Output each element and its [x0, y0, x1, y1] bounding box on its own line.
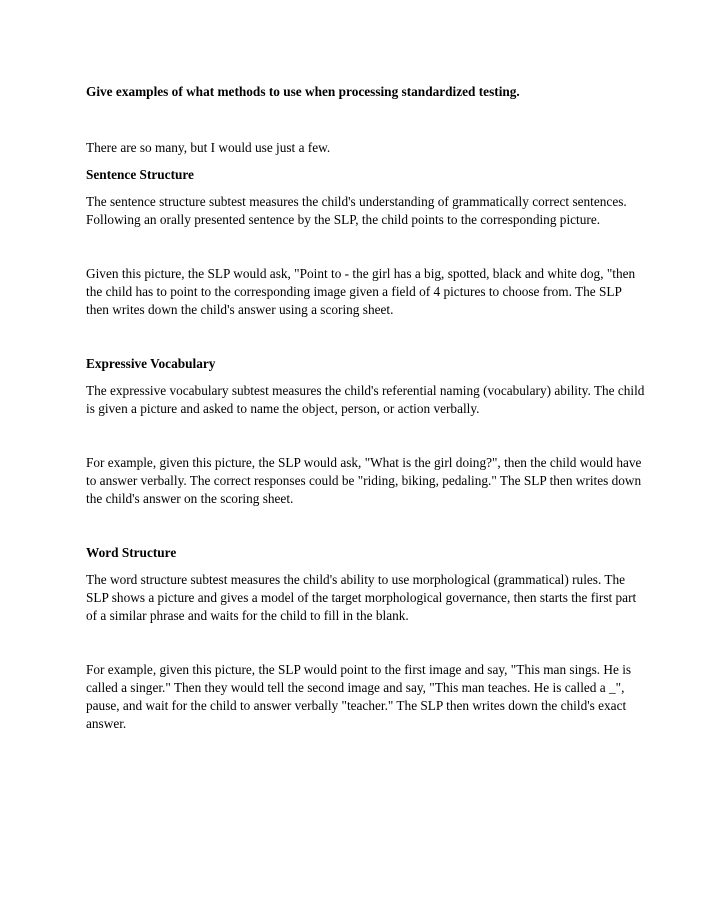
document-page: [86, 83, 646, 733]
section-example-expressive-vocabulary: For example, given this picture, the SLP would ask, "What is the girl doing?", then the child would have to answer verbally. The correct responses could be "riding, biking, pedaling." The SLP then writes down the child's answer on the scoring sheet.: [86, 455, 642, 506]
section-description-word-structure: The word structure subtest measures the child's ability to use morphological (grammatical) rules. The SLP shows a picture and gives a model of the target morphological governance, then starts the first part of a similar phrase and waits for the child to fill in the blank.: [86, 572, 637, 623]
section-example-sentence-structure: Given this picture, the SLP would ask, "Point to - the girl has a big, spotted, black and white dog, "then the child has to point to the corresponding image given a field of 4 pictures to choose from. The SLP then writes down the child's answer using a scoring sheet.: [86, 266, 636, 317]
document-title: Give examples of what methods to use when processing standardized testing.: [86, 84, 520, 99]
section-heading-expressive-vocabulary: Expressive Vocabulary: [86, 356, 216, 371]
section-description-sentence-structure: The sentence structure subtest measures the child's understanding of grammatically correct sentences. Following an orally presented sentence by the SLP, the child points to the corresponding picture.: [86, 194, 627, 227]
section-description-expressive-vocabulary: The expressive vocabulary subtest measures the child's referential naming (vocabulary) ability. The child is given a picture and asked to name the object, person, or action verbally.: [86, 383, 645, 416]
intro-paragraph: There are so many, but I would use just a few.: [86, 140, 331, 155]
section-heading-sentence-structure: Sentence Structure: [86, 167, 194, 182]
section-example-word-structure: For example, given this picture, the SLP would point to the first image and say, "This man sings. He is called a singer." Then they would tell the second image and say, "This man teaches. He is called a _", pause, and wait for the child to answer verbally "teacher." The SLP then writes down the child's exact answer.: [86, 662, 632, 731]
section-heading-word-structure: Word Structure: [86, 545, 177, 560]
